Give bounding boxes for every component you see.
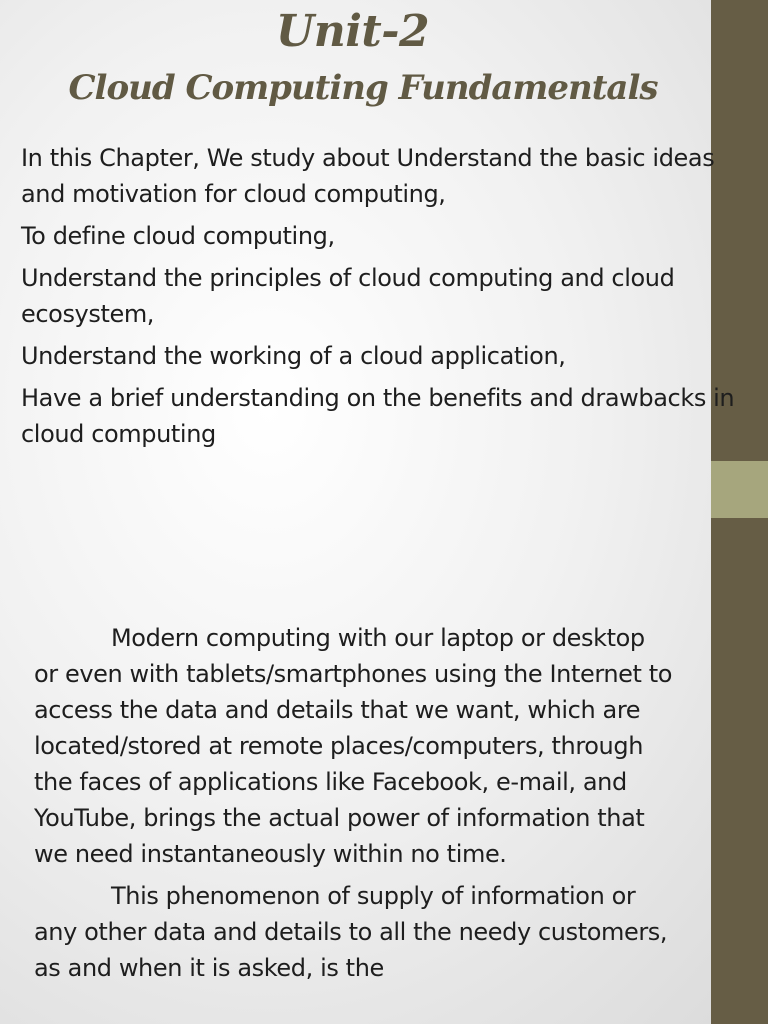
objective-item: Understand the working of a cloud application, xyxy=(21,342,566,370)
objective-item: Have a brief understanding on the benefits and drawbacks in cloud computing xyxy=(21,384,735,448)
objective-item: To define cloud computing, xyxy=(21,222,335,250)
objectives-list xyxy=(21,140,741,458)
body-paragraph: Modern computing with our laptop or desktop or even with tablets/smartphones using the Internet to access the data and details that we want, which are located/stored at remote places/computers, through the faces of applications like Facebook, e-mail, and YouTube, brings the actual power of information that we need instantaneously within no time. xyxy=(34,624,673,868)
objective-item: In this Chapter, We study about Understand the basic ideas and motivation for cloud computing, xyxy=(21,144,715,208)
body-paragraph: This phenomenon of supply of information or any other data and details to all the needy customers, as and when it is asked, is the xyxy=(34,882,668,982)
slide-subtitle: Cloud Computing Fundamentals xyxy=(68,68,658,108)
objective-item: Understand the principles of cloud computing and cloud ecosystem, xyxy=(21,264,675,328)
body-text xyxy=(34,620,674,992)
side-accent-block xyxy=(711,461,768,518)
slide-title: Unit-2 xyxy=(275,6,430,57)
